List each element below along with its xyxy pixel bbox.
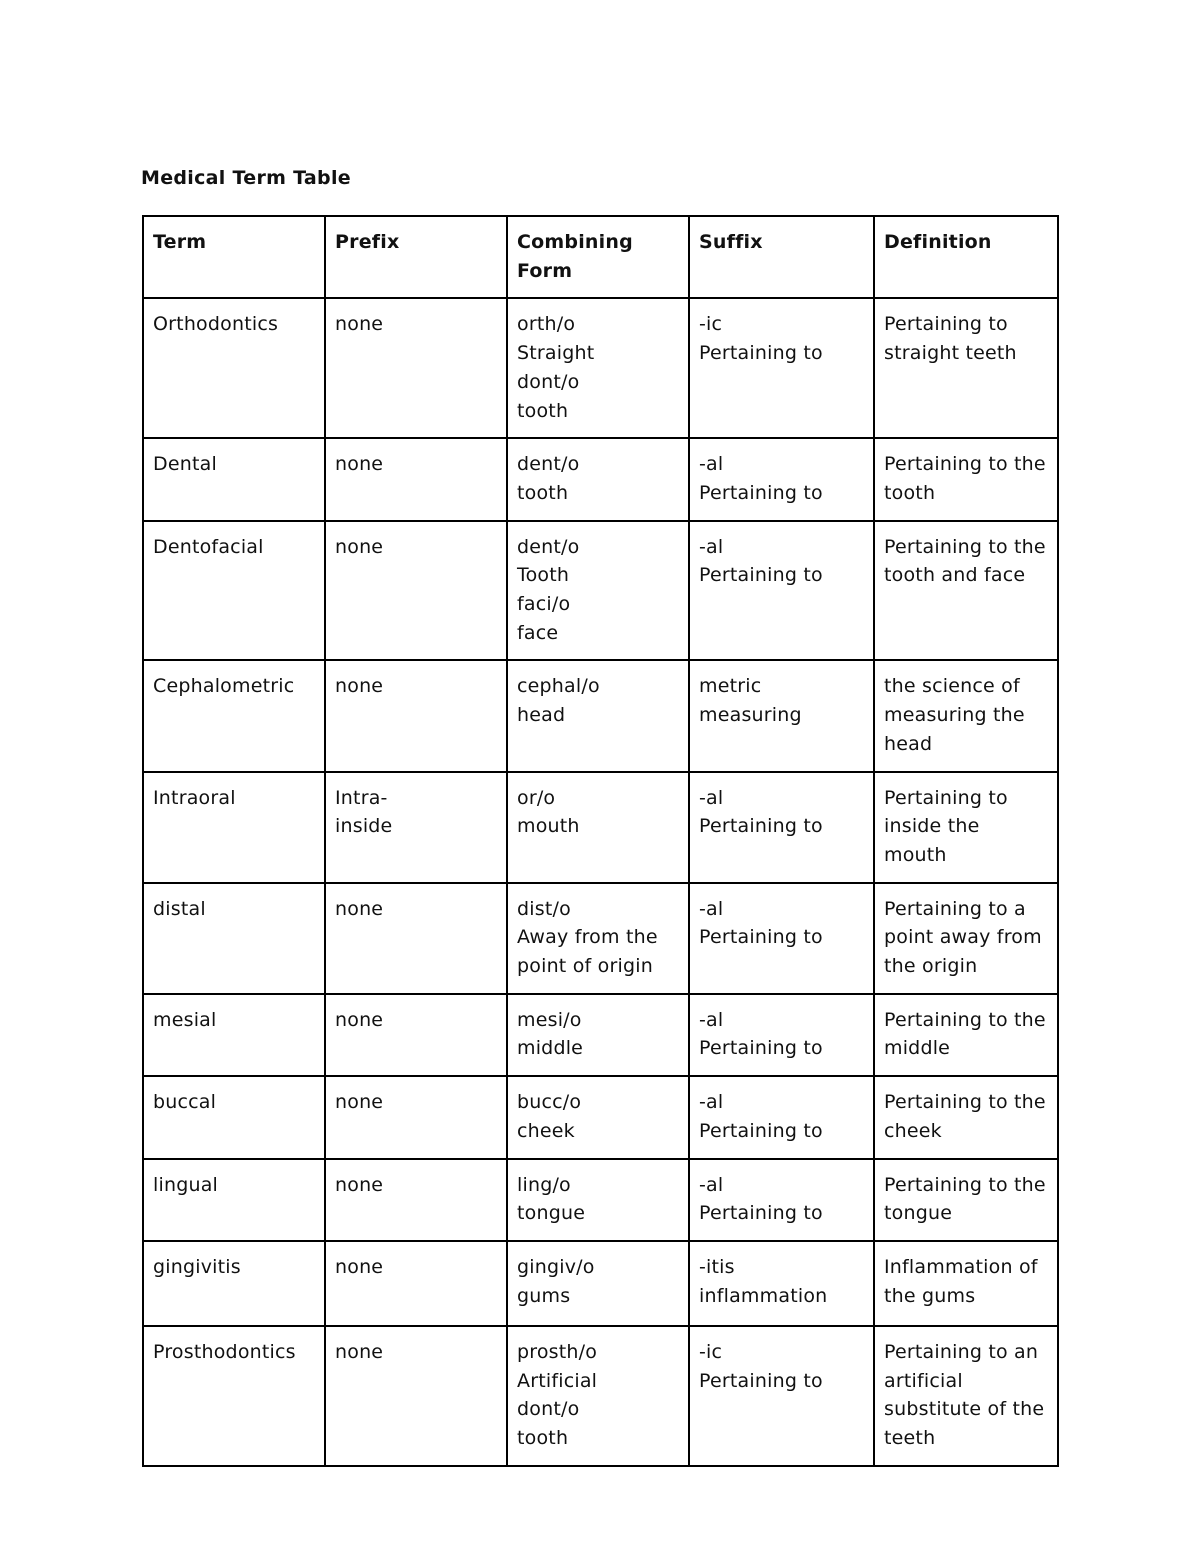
cell-prefix: none (325, 521, 507, 661)
table-row (143, 1241, 1058, 1326)
table-row (143, 883, 1058, 994)
cell-term: Dental (143, 438, 325, 520)
cell-term: Intraoral (143, 772, 325, 883)
cell-suffix: metric measuring (689, 660, 874, 771)
table-row (143, 1159, 1058, 1241)
table-row (143, 772, 1058, 883)
table-row (143, 521, 1058, 661)
cell-suffix: -al Pertaining to (689, 883, 874, 994)
table-row (143, 660, 1058, 771)
cell-definition: Pertaining to straight teeth (874, 298, 1058, 438)
cell-term: mesial (143, 994, 325, 1076)
table-header-row (143, 216, 1058, 298)
cell-prefix: none (325, 994, 507, 1076)
cell-term: lingual (143, 1159, 325, 1241)
cell-combining-form: gingiv/o gums (507, 1241, 689, 1326)
cell-definition: the science of measuring the head (874, 660, 1058, 771)
cell-suffix: -al Pertaining to (689, 994, 874, 1076)
cell-prefix: none (325, 1326, 507, 1466)
cell-term: Orthodontics (143, 298, 325, 438)
cell-suffix: -ic Pertaining to (689, 298, 874, 438)
cell-definition: Pertaining to the tooth (874, 438, 1058, 520)
cell-combining-form: dist/o Away from the point of origin (507, 883, 689, 994)
cell-suffix: -al Pertaining to (689, 438, 874, 520)
cell-term: gingivitis (143, 1241, 325, 1326)
header-combining-form: Combining Form (507, 216, 689, 298)
cell-definition: Pertaining to the tongue (874, 1159, 1058, 1241)
header-suffix: Suffix (689, 216, 874, 298)
cell-prefix: none (325, 298, 507, 438)
cell-definition: Inflammation of the gums (874, 1241, 1058, 1326)
cell-definition: Pertaining to a point away from the origin (874, 883, 1058, 994)
cell-term: buccal (143, 1076, 325, 1158)
cell-combining-form: ling/o tongue (507, 1159, 689, 1241)
header-prefix: Prefix (325, 216, 507, 298)
cell-prefix: Intra- inside (325, 772, 507, 883)
cell-term: distal (143, 883, 325, 994)
cell-definition: Pertaining to the cheek (874, 1076, 1058, 1158)
table-row (143, 1076, 1058, 1158)
cell-combining-form: cephal/o head (507, 660, 689, 771)
table-row (143, 1326, 1058, 1466)
header-term: Term (143, 216, 325, 298)
cell-prefix: none (325, 438, 507, 520)
cell-definition: Pertaining to an artificial substitute of the teeth (874, 1326, 1058, 1466)
cell-prefix: none (325, 660, 507, 771)
table-row (143, 438, 1058, 520)
cell-definition: Pertaining to the tooth and face (874, 521, 1058, 661)
cell-term: Dentofacial (143, 521, 325, 661)
header-definition: Definition (874, 216, 1058, 298)
cell-combining-form: mesi/o middle (507, 994, 689, 1076)
cell-prefix: none (325, 1241, 507, 1326)
cell-prefix: none (325, 1076, 507, 1158)
cell-combining-form: or/o mouth (507, 772, 689, 883)
cell-suffix: -al Pertaining to (689, 1076, 874, 1158)
cell-definition: Pertaining to the middle (874, 994, 1058, 1076)
page-title: Medical Term Table (141, 167, 351, 189)
cell-combining-form: orth/o Straight dont/o tooth (507, 298, 689, 438)
cell-suffix: -itis inflammation (689, 1241, 874, 1326)
cell-combining-form: bucc/o cheek (507, 1076, 689, 1158)
cell-term: Cephalometric (143, 660, 325, 771)
cell-combining-form: dent/o Tooth faci/o face (507, 521, 689, 661)
cell-suffix: -al Pertaining to (689, 772, 874, 883)
cell-suffix: -al Pertaining to (689, 1159, 874, 1241)
cell-suffix: -ic Pertaining to (689, 1326, 874, 1466)
cell-suffix: -al Pertaining to (689, 521, 874, 661)
cell-definition: Pertaining to inside the mouth (874, 772, 1058, 883)
cell-prefix: none (325, 883, 507, 994)
cell-combining-form: prosth/o Artificial dont/o tooth (507, 1326, 689, 1466)
table-row (143, 298, 1058, 438)
medical-term-table (142, 215, 1059, 1467)
cell-combining-form: dent/o tooth (507, 438, 689, 520)
cell-term: Prosthodontics (143, 1326, 325, 1466)
table-row (143, 994, 1058, 1076)
cell-prefix: none (325, 1159, 507, 1241)
